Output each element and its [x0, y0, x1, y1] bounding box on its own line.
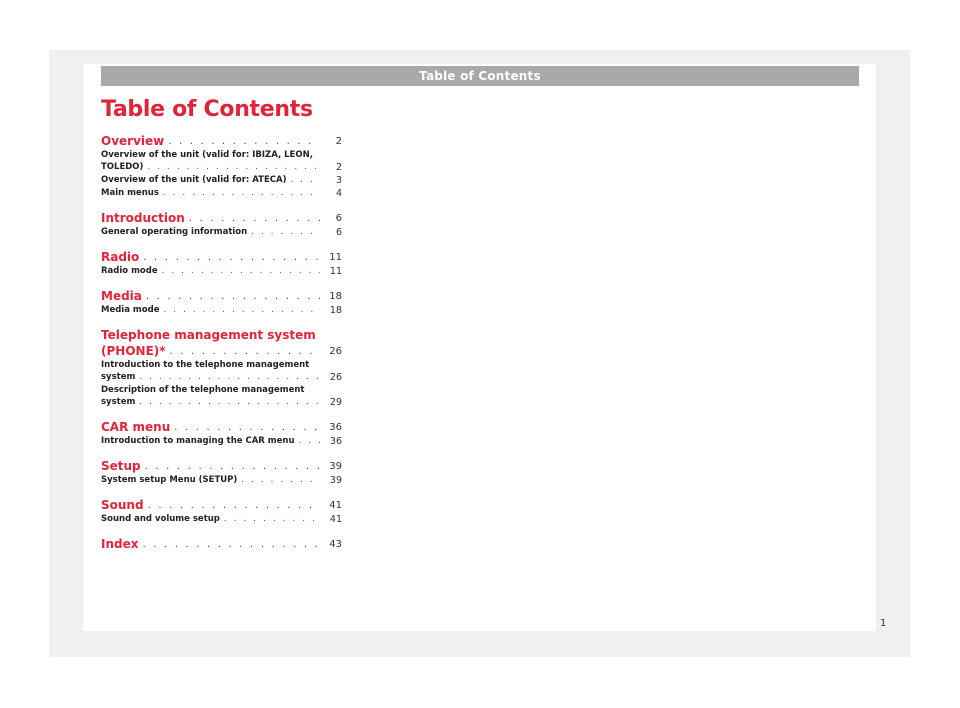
- toc-chapter[interactable]: [101, 327, 342, 359]
- toc-entry-page: 29: [329, 397, 342, 408]
- toc-chapter[interactable]: [101, 249, 342, 265]
- toc-entry-page: 3: [335, 175, 342, 186]
- table-of-contents: [101, 133, 342, 552]
- toc-entry-title: System setup Menu (SETUP): [101, 475, 238, 485]
- toc-entry-row: [101, 226, 342, 239]
- toc-entry-row: [101, 435, 342, 448]
- toc-chapter[interactable]: [101, 458, 342, 474]
- toc-chapter[interactable]: [101, 133, 342, 149]
- toc-entry-title: Radio: [101, 250, 140, 264]
- toc-entry-title-line: Telephone management system: [101, 328, 316, 342]
- toc-entry-title: Radio mode: [101, 266, 158, 276]
- toc-entry-title: Media: [101, 289, 142, 303]
- toc-entry-row: [101, 513, 342, 526]
- toc-entry-title-line: Overview of the unit (valid for: IBIZA, LEON,: [101, 150, 313, 160]
- dot-leader: [142, 538, 320, 552]
- dot-leader: [146, 290, 320, 304]
- dot-leader: [168, 135, 320, 149]
- toc-entry-page: 6: [335, 213, 342, 224]
- toc-section[interactable]: [101, 174, 342, 187]
- toc-entry-page: 6: [335, 227, 342, 238]
- toc-section[interactable]: [101, 513, 342, 526]
- toc-entry-title: General operating information: [101, 227, 248, 237]
- toc-entry-title: Overview: [101, 134, 165, 148]
- toc-chapter[interactable]: [101, 288, 342, 304]
- toc-entry-page: 18: [329, 305, 342, 316]
- toc-entry-row: [101, 474, 342, 487]
- toc-entry-title: system: [101, 397, 136, 407]
- toc-entry-page: 26: [329, 346, 342, 357]
- toc-entry-title: CAR menu: [101, 420, 171, 434]
- dot-leader: [139, 396, 320, 409]
- dot-leader: [163, 304, 320, 317]
- toc-entry-row: [101, 288, 342, 304]
- toc-entry-page: 41: [329, 500, 342, 511]
- toc-entry-title-line: Introduction to the telephone management: [101, 360, 310, 370]
- toc-entry-title: (PHONE)*: [101, 344, 166, 358]
- toc-section[interactable]: [101, 474, 342, 487]
- toc-entry-row: [101, 161, 342, 174]
- dot-leader: [162, 265, 320, 278]
- toc-entry-page: 36: [329, 436, 342, 447]
- toc-entry-row: [101, 249, 342, 265]
- toc-entry-title: TOLEDO): [101, 162, 144, 172]
- dot-leader: [224, 513, 320, 526]
- toc-entry-row: [101, 133, 342, 149]
- toc-entry-row: [101, 174, 342, 187]
- toc-section[interactable]: [101, 435, 342, 448]
- toc-entry-row: [101, 187, 342, 200]
- dot-leader: [145, 460, 320, 474]
- running-header-title: Table of Contents: [419, 69, 541, 83]
- dot-leader: [170, 345, 320, 359]
- toc-entry-page: 43: [329, 539, 342, 550]
- toc-entry-page: 11: [329, 252, 342, 263]
- toc-entry-page: 41: [329, 514, 342, 525]
- dot-leader: [139, 371, 320, 384]
- toc-section[interactable]: [101, 149, 342, 174]
- toc-entry-page: 2: [335, 162, 342, 173]
- dot-leader: [290, 174, 320, 187]
- toc-section[interactable]: [101, 226, 342, 239]
- dot-leader: [241, 474, 320, 487]
- toc-entry-row: [101, 419, 342, 435]
- toc-entry-title: Sound and volume setup: [101, 514, 220, 524]
- toc-section[interactable]: [101, 304, 342, 317]
- toc-entry-page: 4: [335, 188, 342, 199]
- toc-entry-row: [101, 304, 342, 317]
- toc-entry-title: Index: [101, 537, 139, 551]
- toc-entry-title: Introduction to managing the CAR menu: [101, 436, 295, 446]
- toc-chapter[interactable]: [101, 419, 342, 435]
- toc-entry-row: [101, 265, 342, 278]
- toc-entry-row: [101, 210, 342, 226]
- toc-entry-page: 18: [329, 291, 342, 302]
- toc-section[interactable]: [101, 384, 342, 409]
- toc-entry-page: 39: [329, 475, 342, 486]
- toc-entry-title: system: [101, 372, 136, 382]
- running-header: [101, 66, 859, 86]
- toc-entry-page: 36: [329, 422, 342, 433]
- toc-section[interactable]: [101, 359, 342, 384]
- toc-entry-row: [101, 396, 342, 409]
- dot-leader: [189, 212, 320, 226]
- toc-entry-row: [101, 371, 342, 384]
- dot-leader: [163, 187, 320, 200]
- toc-chapter[interactable]: [101, 210, 342, 226]
- toc-entry-row: [101, 458, 342, 474]
- toc-entry-title: Sound: [101, 498, 144, 512]
- toc-entry-title: Media mode: [101, 305, 160, 315]
- toc-entry-title: Overview of the unit (valid for: ATECA): [101, 175, 287, 185]
- toc-section[interactable]: [101, 187, 342, 200]
- toc-entry-page: 26: [329, 372, 342, 383]
- toc-section[interactable]: [101, 265, 342, 278]
- dot-leader: [148, 499, 320, 513]
- toc-entry-row: [101, 536, 342, 552]
- toc-entry-page: 11: [329, 266, 342, 277]
- page-number: 1: [880, 618, 887, 629]
- toc-entry-title: Main menus: [101, 188, 159, 198]
- toc-entry-page: 39: [329, 461, 342, 472]
- toc-entry-title: Setup: [101, 459, 141, 473]
- toc-entry-row: [101, 497, 342, 513]
- toc-entry-page: 2: [335, 136, 342, 147]
- toc-entry-row: [101, 343, 342, 359]
- page-title: Table of Contents: [101, 97, 313, 122]
- dot-leader: [147, 161, 320, 174]
- dot-leader: [299, 435, 320, 448]
- toc-entry-title: Introduction: [101, 211, 185, 225]
- dot-leader: [251, 226, 320, 239]
- dot-leader: [174, 421, 320, 435]
- toc-entry-title-line: Description of the telephone management: [101, 385, 305, 395]
- toc-chapter[interactable]: [101, 536, 342, 552]
- dot-leader: [143, 251, 320, 265]
- toc-chapter[interactable]: [101, 497, 342, 513]
